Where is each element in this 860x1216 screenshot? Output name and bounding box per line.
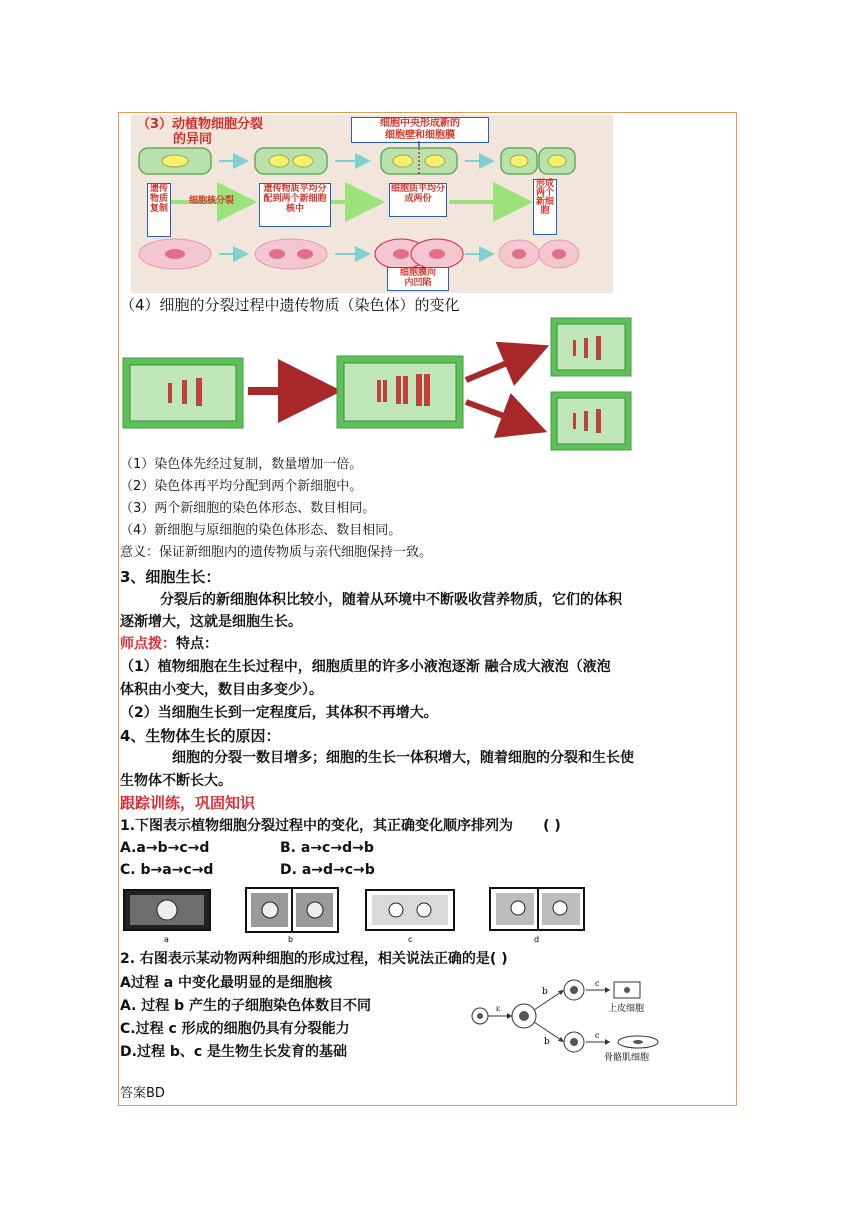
- reason-line2: 生物体不断长大。: [120, 773, 232, 789]
- panel-b: [246, 888, 338, 932]
- callout-new-wall: 细胞中央形成新的 细胞壁和细胞膜: [351, 117, 489, 143]
- label-b-top: b: [542, 987, 548, 997]
- q2-option-c: C.过程 c 形成的细胞仍具有分裂能力: [120, 1021, 350, 1037]
- section-title-chromosome-change: （4）细胞的分裂过程中遗传物质（染色体）的变化: [120, 296, 460, 314]
- box-equal-split: 遗传物质平均分配到两个新细胞核中: [259, 183, 331, 227]
- teacher-tip: 师点拨：特点：: [120, 636, 218, 652]
- q1-option-b: B. a→c→d→b: [280, 840, 374, 856]
- panel-label-a: a: [164, 935, 169, 944]
- q1-option-a: A.a→b→c→d: [120, 840, 210, 856]
- label-c-bottom: c: [595, 1031, 600, 1040]
- panel-a: [124, 890, 210, 930]
- growth-paragraph-line1: 分裂后的新细胞体积比较小，随着从环境中不断吸收营养物质，它们的体积: [160, 592, 622, 608]
- tip1-line2: 体积由小变大，数目由多变少）。: [120, 682, 323, 698]
- point-4: （4）新细胞与原细胞的染色体形态、数目相同。: [120, 523, 402, 538]
- panel-label-c: c: [408, 935, 413, 944]
- point-1: （1）染色体先经过复制，数量增加一倍。: [120, 457, 363, 472]
- tip2: （2）当细胞生长到一定程度后，其体积不再增大。: [120, 705, 438, 721]
- q2-cell-differentiation-diagram: [468, 978, 668, 1062]
- practice-heading: 跟踪训练，巩固知识: [120, 794, 256, 812]
- figure-title: （3）动植物细胞分裂 的异同: [137, 117, 264, 147]
- q1-option-d: D. a→d→c→b: [280, 862, 375, 878]
- q2-option-d: D.过程 b、c 是生物生长发育的基础: [120, 1044, 348, 1060]
- reason-heading: 4、生物体生长的原因：: [120, 727, 281, 745]
- box-dna-copy: 遗传物质复制: [147, 183, 171, 237]
- animal-cell-row: [139, 239, 579, 269]
- label-epithelial: 上皮细胞: [608, 1004, 645, 1014]
- growth-heading: 3、细胞生长：: [120, 568, 221, 586]
- label-nuclear-division: 细胞核分裂: [189, 196, 235, 206]
- panel-c: [366, 890, 454, 930]
- duplicated-cell: [337, 356, 463, 428]
- parent-cell: [123, 358, 243, 428]
- label-c-top: c: [595, 979, 600, 988]
- q2-option-a2: A. 过程 b 产生的子细胞染色体数目不同: [120, 998, 372, 1014]
- teacher-tip-label: 师点拨：: [120, 636, 176, 652]
- q1-stem: 1.下图表示植物细胞分裂过程中的变化，其正确变化顺序排列为 ( ): [120, 818, 561, 834]
- panel-label-b: b: [288, 935, 294, 944]
- q2-stem: 2. 右图表示某动物两种细胞的形成过程，相关说法正确的是( ): [120, 951, 508, 967]
- chromosome-change-figure: [120, 316, 640, 456]
- callout-membrane-indent: 细胞膜向 内凹陷: [387, 267, 449, 291]
- q1-option-c: C. b→a→c→d: [120, 862, 214, 878]
- box-two-cells: 形成两个新细胞: [533, 179, 557, 235]
- cell-division-comparison-figure: [131, 115, 613, 293]
- meaning-text: 意义：保证新细胞内的遗传物质与亲代细胞保持一致。: [120, 545, 433, 560]
- label-a: ε: [496, 1004, 501, 1013]
- q1-bracket: ( ): [543, 818, 561, 834]
- panel-d: [490, 888, 584, 930]
- label-b-bottom: b: [544, 1037, 550, 1047]
- point-2: （2）染色体再平均分配到两个新细胞中。: [120, 479, 363, 494]
- q2-option-a1: A过程 a 中变化最明显的是细胞核: [120, 975, 333, 991]
- reason-line1: 细胞的分裂一数目增多；细胞的生长一体积增大，随着细胞的分裂和生长使: [172, 750, 634, 766]
- panel-label-d: d: [534, 935, 540, 944]
- box-cytoplasm: 细胞质平均分成两份: [389, 183, 447, 217]
- growth-paragraph-line2: 逐渐增大，这就是细胞生长。: [120, 614, 302, 630]
- q1-cell-panels: [120, 882, 590, 944]
- label-skeletal-muscle: 骨骼肌细胞: [604, 1053, 650, 1062]
- plant-cell-row: [139, 148, 575, 174]
- daughter-cell-top: [551, 318, 631, 376]
- daughter-cell-bottom: [551, 392, 631, 450]
- point-3: （3）两个新细胞的染色体形态、数目相同。: [120, 501, 376, 516]
- answer-text: 答案BD: [120, 1086, 165, 1101]
- tip1-line1: （1）植物细胞在生长过程中，细胞质里的许多小液泡逐渐 融合成大液泡（液泡: [120, 659, 611, 675]
